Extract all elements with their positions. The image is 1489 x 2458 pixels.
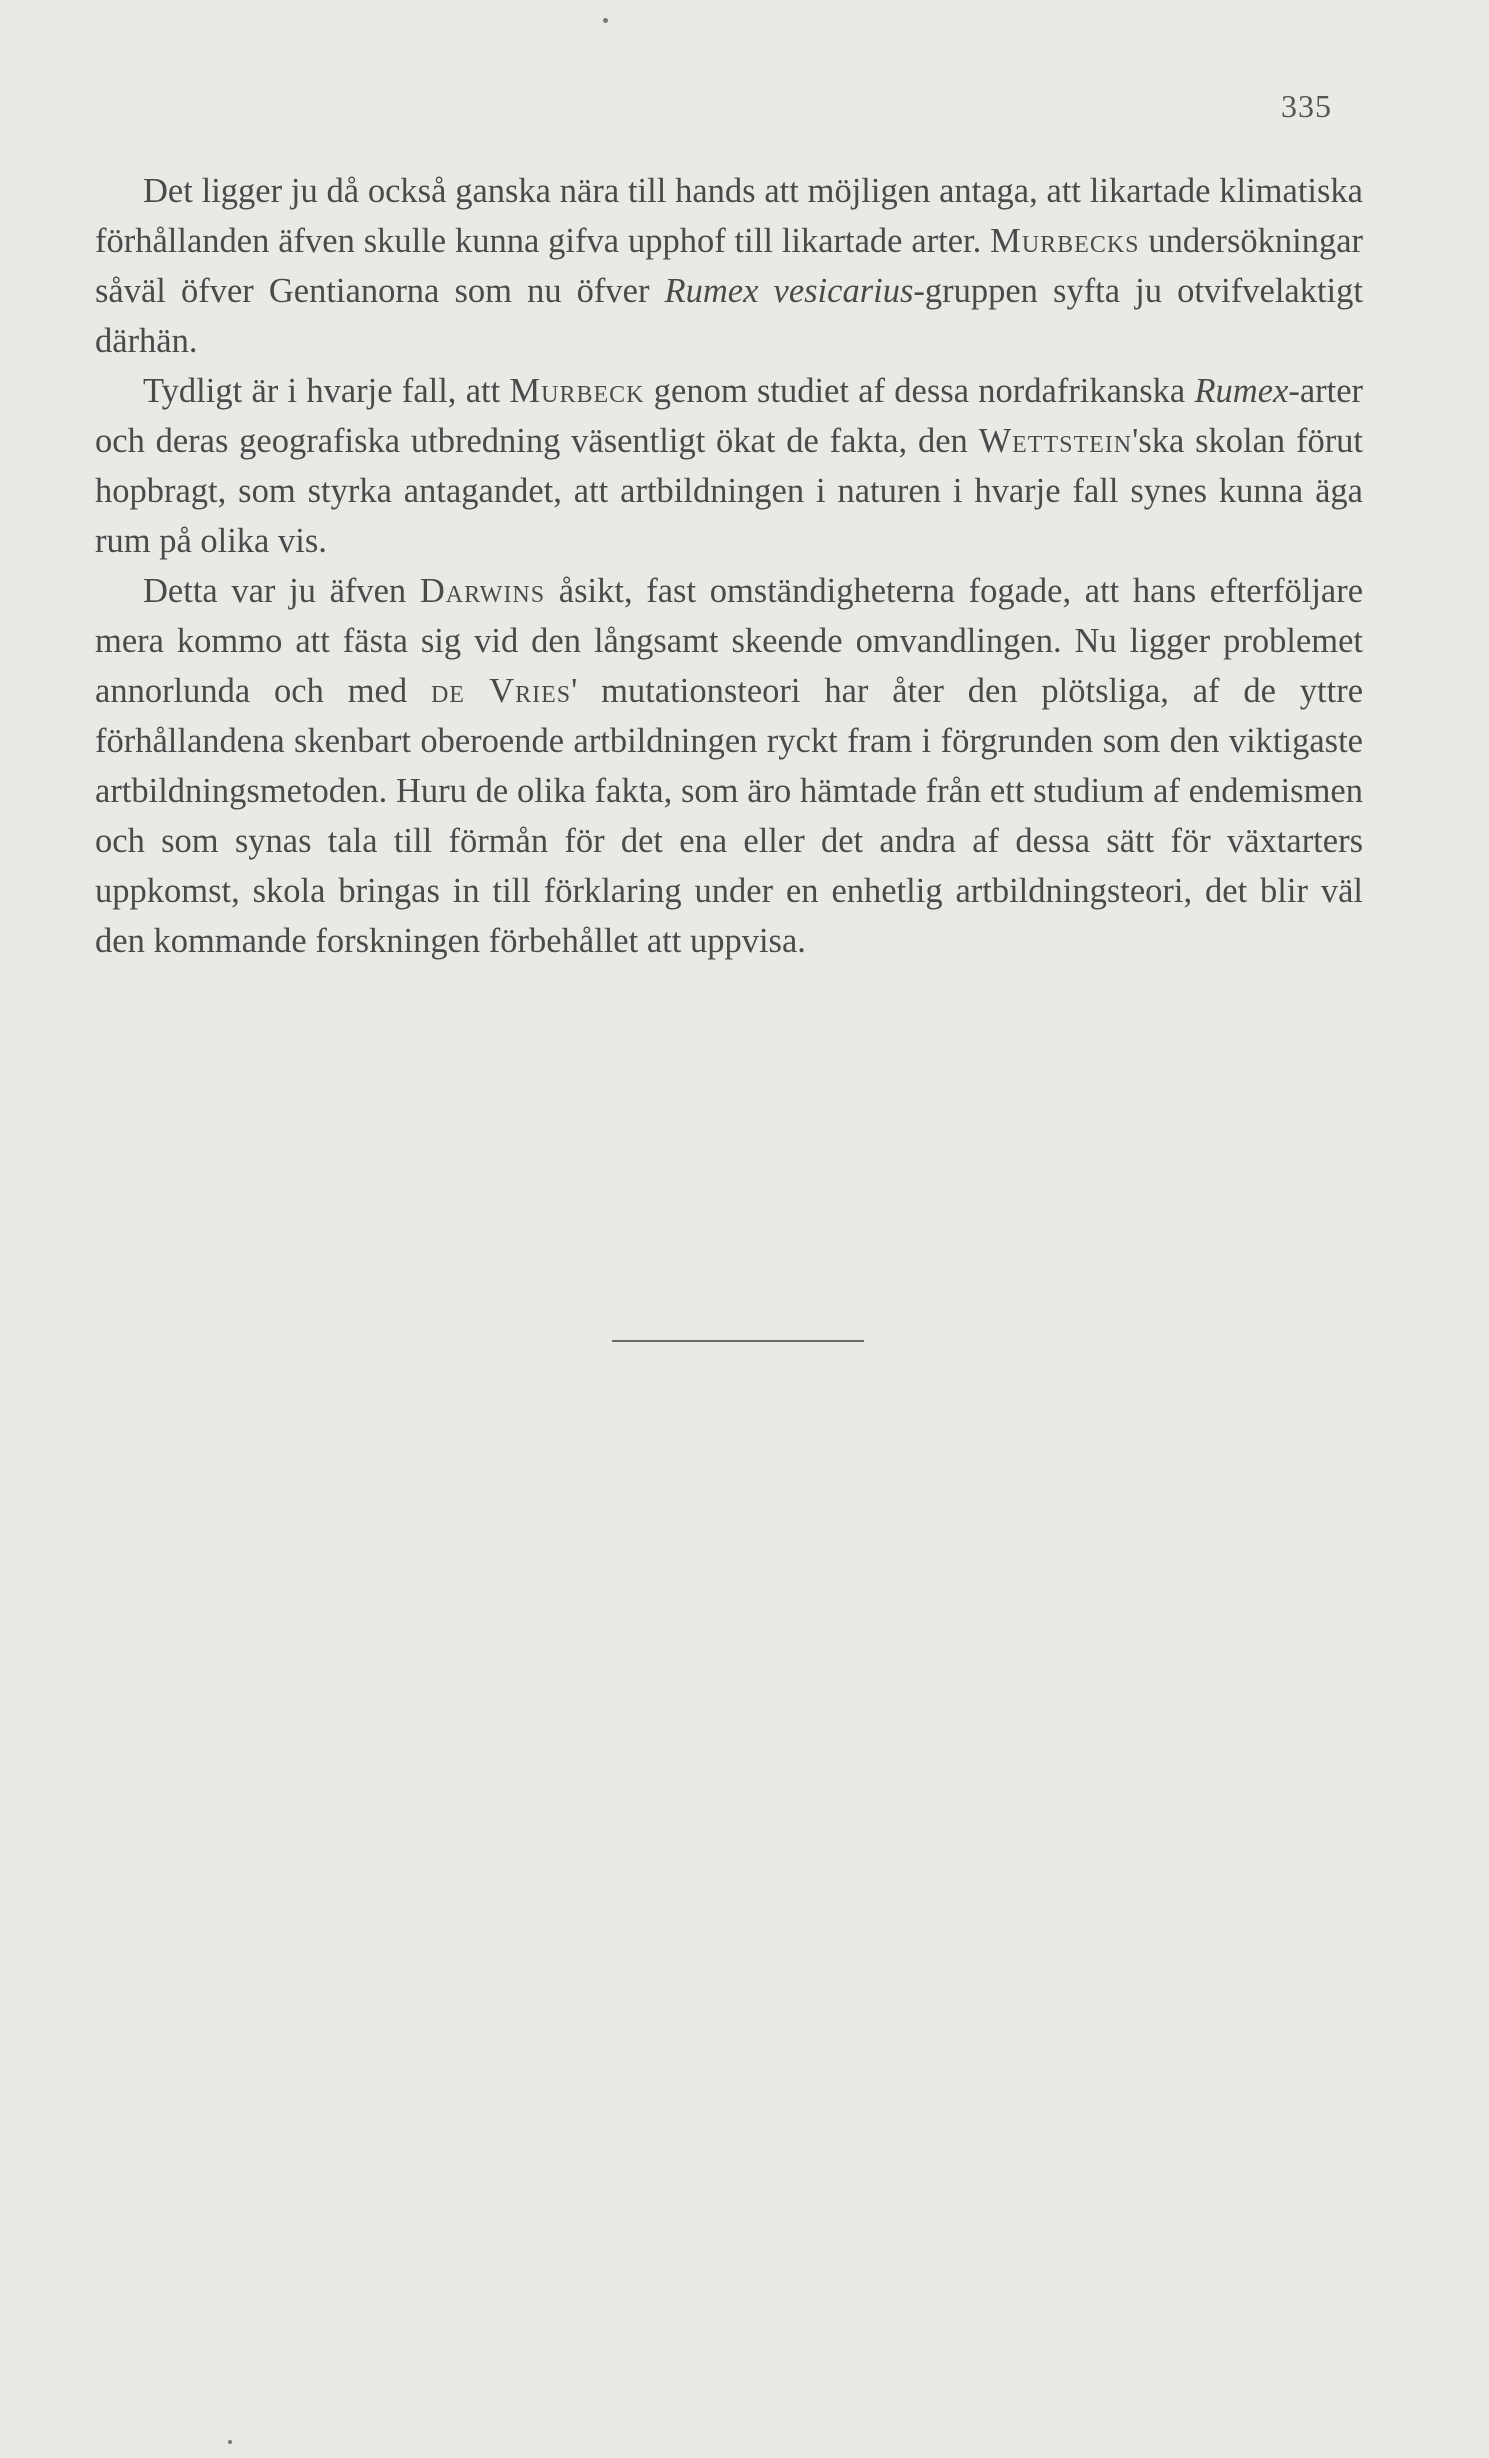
p1-text-3: -gruppen syfta ju otvifvelaktigt därhän. [95, 272, 1363, 360]
p3-text-1: Detta var ju äfven [143, 572, 407, 610]
author-name-murbeck: Murbecks [990, 222, 1140, 260]
top-speck [603, 18, 608, 23]
body-text [95, 166, 1363, 966]
section-divider [612, 1340, 864, 1342]
p1-text-2: undersökningar såväl öfver Gentianorna som nu öfver [95, 222, 1364, 310]
genus-name: Rumex [1194, 372, 1289, 410]
paragraph-1 [95, 166, 1363, 366]
paragraph-3 [95, 566, 1363, 966]
author-name-wettstein: Wettstein [978, 422, 1133, 460]
p2-text-2: genom studiet af dessa nordafrikanska [653, 372, 1186, 410]
p2-text-3: -arter och deras geografiska utbredning väsentligt ökat de fakta, den [95, 372, 1364, 460]
p3-text-2: åsikt, fast omständigheterna fogade, att hans efterföljare mera kommo att fästa sig vid den långsamt skeende omvandlingen. Nu ligger problemet annorlunda och med [95, 572, 1364, 710]
bottom-speck [228, 2440, 232, 2444]
page-number: 335 [1281, 88, 1332, 124]
author-name-murbeck-2: Murbeck [509, 372, 645, 410]
author-name-de-vries: de Vries [430, 672, 572, 710]
paragraph-2 [95, 366, 1363, 566]
p3-text-3: ' mutationsteori har åter den plötsliga, af de yttre förhållandena skenbart oberoende artbildningen ryckt fram i förgrunden som den viktigaste artbildningsmetoden. Huru de olika fakta, som äro hämtade från ett studium af endemismen och som synas tala till förmån för det ena eller det andra af dessa sätt för växtarters uppkomst, skola bringas in till förklaring under en enhetlig artbildningsteori, det blir väl den kommande forskningen förbehållet att uppvisa. [95, 672, 1364, 960]
p1-text-1: Det ligger ju då också ganska nära till hands att möjligen antaga, att likartade klimatiska förhållanden äfven skulle kunna gifva upphof till likartade arter. [95, 172, 1363, 260]
p2-text-4: 'ska skolan förut hopbragt, som styrka antagandet, att artbildningen i naturen i hvarje fall synes kunna äga rum på olika vis. [95, 422, 1364, 560]
species-name: Rumex vesicarius [664, 272, 914, 310]
p2-text-1: Tydligt är i hvarje fall, att [143, 372, 501, 410]
author-name-darwin: Darwins [419, 572, 546, 610]
